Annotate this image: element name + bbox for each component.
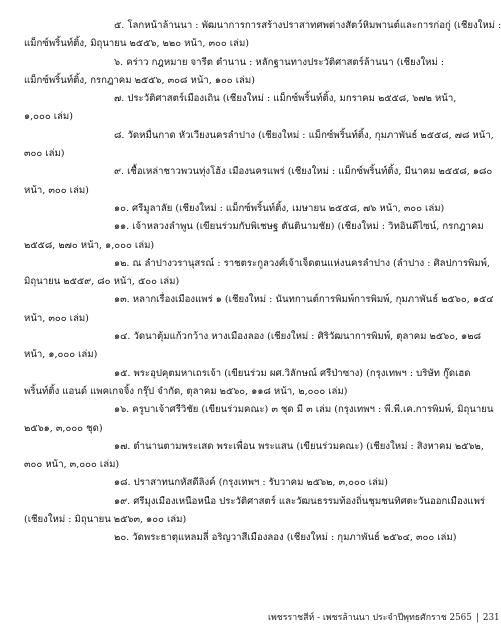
entry-first-line: ๑๕. พระอุปคุตมหาเถรเจ้า (เขียนร่วม ผศ.วิลักษณ์ ศรีป่าซาง) (กรุงเทพฯ : บริษัท กู๊ดเฮด xyxy=(114,367,471,379)
entry-continuation: (เชียงใหม่ : มิถุนายน ๒๕๖๓, ๑๐๐ เล่ม) xyxy=(24,514,187,526)
entry-first-line: ๗. ประวัติศาสตร์เมืองเถิน (เชียงใหม่ : แม็กซ์พริ้นท์ติ้ง, มกราคม ๒๕๕๘, ๖๗๒ หน้า, xyxy=(114,93,457,105)
entry-continuation: ๑,๐๐๐ เล่ม) xyxy=(24,111,73,123)
entry-first-line: ๑๖. ครูบาเจ้าศรีวิชัย (เขียนร่วมคณะ) ๓ ชุด มี ๓ เล่ม (กรุงเทพฯ : พี.พี.เค.การพิมพ์, มิถุนายน xyxy=(114,404,494,416)
publication-list xyxy=(24,17,501,548)
entry-first-line: ๑๐. ศรีมูลาลัย (เชียงใหม่ : แม็กซ์พริ้นท์ติ้ง, เมษายน ๒๕๕๘, ๗๖ หน้า, ๓๐๐ เล่ม) xyxy=(114,202,445,214)
list-item xyxy=(24,401,494,438)
entry-continuation: พริ้นท์ติ้ง แอนด์ แพคเกจจิ้ง กรุ๊ป จำกัด, ตุลาคม ๒๕๖๐, ๑๑๘ หน้า, ๒,๐๐๐ เล่ม) xyxy=(24,385,348,397)
list-item xyxy=(24,90,470,127)
entry-first-line: ๑๘. ปราสาทนกหัสดีลิงค์ (กรุงเทพฯ : รับวาคม ๒๕๖๒, ๓,๐๐๐ เล่ม) xyxy=(114,477,388,489)
list-item xyxy=(24,218,484,255)
list-item xyxy=(24,291,494,328)
entry-continuation: หน้า, ๑,๐๐๐ เล่ม) xyxy=(24,349,98,361)
entry-continuation: ๒๕๕๘, ๒๗๐ หน้า, ๑,๐๐๐ เล่ม) xyxy=(24,239,155,251)
footer-separator: | xyxy=(475,613,479,623)
list-item xyxy=(24,438,484,475)
list-item xyxy=(24,493,486,530)
list-item xyxy=(24,365,470,402)
list-item xyxy=(24,529,470,547)
entry-first-line: ๑๑. เจ้าหลวงลำพูน (เขียนร่วมกับพิเชษฐ ตันตินามชัย) (เชียงใหม่ : วิทอินดีไซน์, กรกฎาคม xyxy=(114,221,484,233)
list-item xyxy=(24,163,493,200)
entry-first-line: ๑๗. ตำนานตามพระเสด พระเพื่อน พระแสน (เขียนร่วมคณะ) (เชียงใหม่ : สิงหาคม ๒๕๖๒, xyxy=(114,440,484,452)
entry-first-line: ๑๓. หลากเรื่องเมืองแพร่ ๑ (เชียงใหม่ : นันทกานต์การพิมพ์การพิมพ์, กุมภาพันธ์ ๒๕๖๐, ๑๕๔ xyxy=(114,294,494,306)
entry-first-line: ๑๒. ณ ลำปางวรานุสรณ์ : ราชตระกูลวงศ์เจ้าเจ็ดตนแห่งนครลำปาง (ลำปาง : ศิลปการพิมพ์, xyxy=(114,257,490,269)
list-item xyxy=(24,127,494,164)
entry-first-line: ๘. วัดหมื่นกาด หัวเวียงนครลำปาง (เชียงใหม่ : แม็กซ์พริ้นท์ติ้ง, กุมภาพันธ์ ๒๕๕๘, ๗๘ หน้า, xyxy=(114,129,494,141)
list-item xyxy=(24,17,501,54)
entry-continuation: ๓๐๐ หน้า, ๓,๐๐๐ เล่ม) xyxy=(24,459,120,471)
list-item xyxy=(24,255,490,292)
entry-continuation: แม็กซ์พริ้นท์ติ้ง, มิถุนายน ๒๕๕๖, ๒๒๐ หน้า, ๓๐๐ เล่ม) xyxy=(24,38,250,50)
list-item xyxy=(24,474,470,492)
page-number: 231 xyxy=(482,613,500,623)
entry-continuation: หน้า, ๓๐๐ เล่ม) xyxy=(24,184,89,196)
page-footer xyxy=(268,610,500,624)
entry-continuation: ๒๕๖๑, ๓,๐๐๐ ชุด) xyxy=(24,422,103,434)
list-item xyxy=(24,328,481,365)
entry-first-line: ๑๔. วัดนาตุ้มแก้วกว้าง หางเมืองลอง (เชียงใหม่ : ศิริวัฒนาการพิมพ์, ตุลาคม ๒๕๖๐, ๑๒๘ xyxy=(114,331,481,343)
entry-continuation: ๓๐๐ เล่ม) xyxy=(24,148,65,160)
entry-first-line: ๖. คร่าว กฎหมาย จารีต ตำนาน : หลักฐานทางประวัติศาสตร์ล้านนา (เชียงใหม่ : xyxy=(114,56,445,68)
list-item xyxy=(24,200,470,218)
entry-first-line: ๙. เชื้อเหล่าชาวพวนทุ่งโฮ้ง เมืองนครแพร่ (เชียงใหม่ : แม็กซ์พริ้นท์ติ้ง, มีนาคม ๒๕๕๘, ๑๘๐ xyxy=(114,166,493,178)
entry-first-line: ๒๐. วัดพระธาตุแหลมลี่ อริญวาสีเมืองลอง (เชียงใหม่ : กุมภาพันธ์ ๒๕๖๔, ๓๐๐ เล่ม) xyxy=(114,532,457,544)
entry-continuation: มิถุนายน ๒๕๕๙, ๘๐ หน้า, ๕๐๐ เล่ม) xyxy=(24,276,180,288)
entry-continuation: แม็กซ์พริ้นท์ติ้ง, กรกฎาคม ๒๕๕๖, ๓๐๘ หน้า, ๑๐๐ เล่ม) xyxy=(24,74,255,86)
entry-first-line: ๕. โลกหน้าล้านนา : พัฒนาการการสร้างปราสาทศพต่างสัตว์หิมพานต์และการก่อกู่ (เชียงใหม่ : xyxy=(114,20,501,31)
entry-continuation: หน้า, ๓๐๐ เล่ม) xyxy=(24,312,89,324)
footer-publication-title: เพชรราชสีห์ - เพชรล้านนา ประจำปีพุทธศักราช 2565 xyxy=(268,613,472,623)
list-item xyxy=(24,54,470,91)
entry-first-line: ๑๙. ศรีมุงเมืองเหนือหนือ ประวัติศาสตร์ และวัฒนธรรมท้องถิ่นชุมชนทิศตะวันออกเมืองแพร่ xyxy=(114,495,486,507)
